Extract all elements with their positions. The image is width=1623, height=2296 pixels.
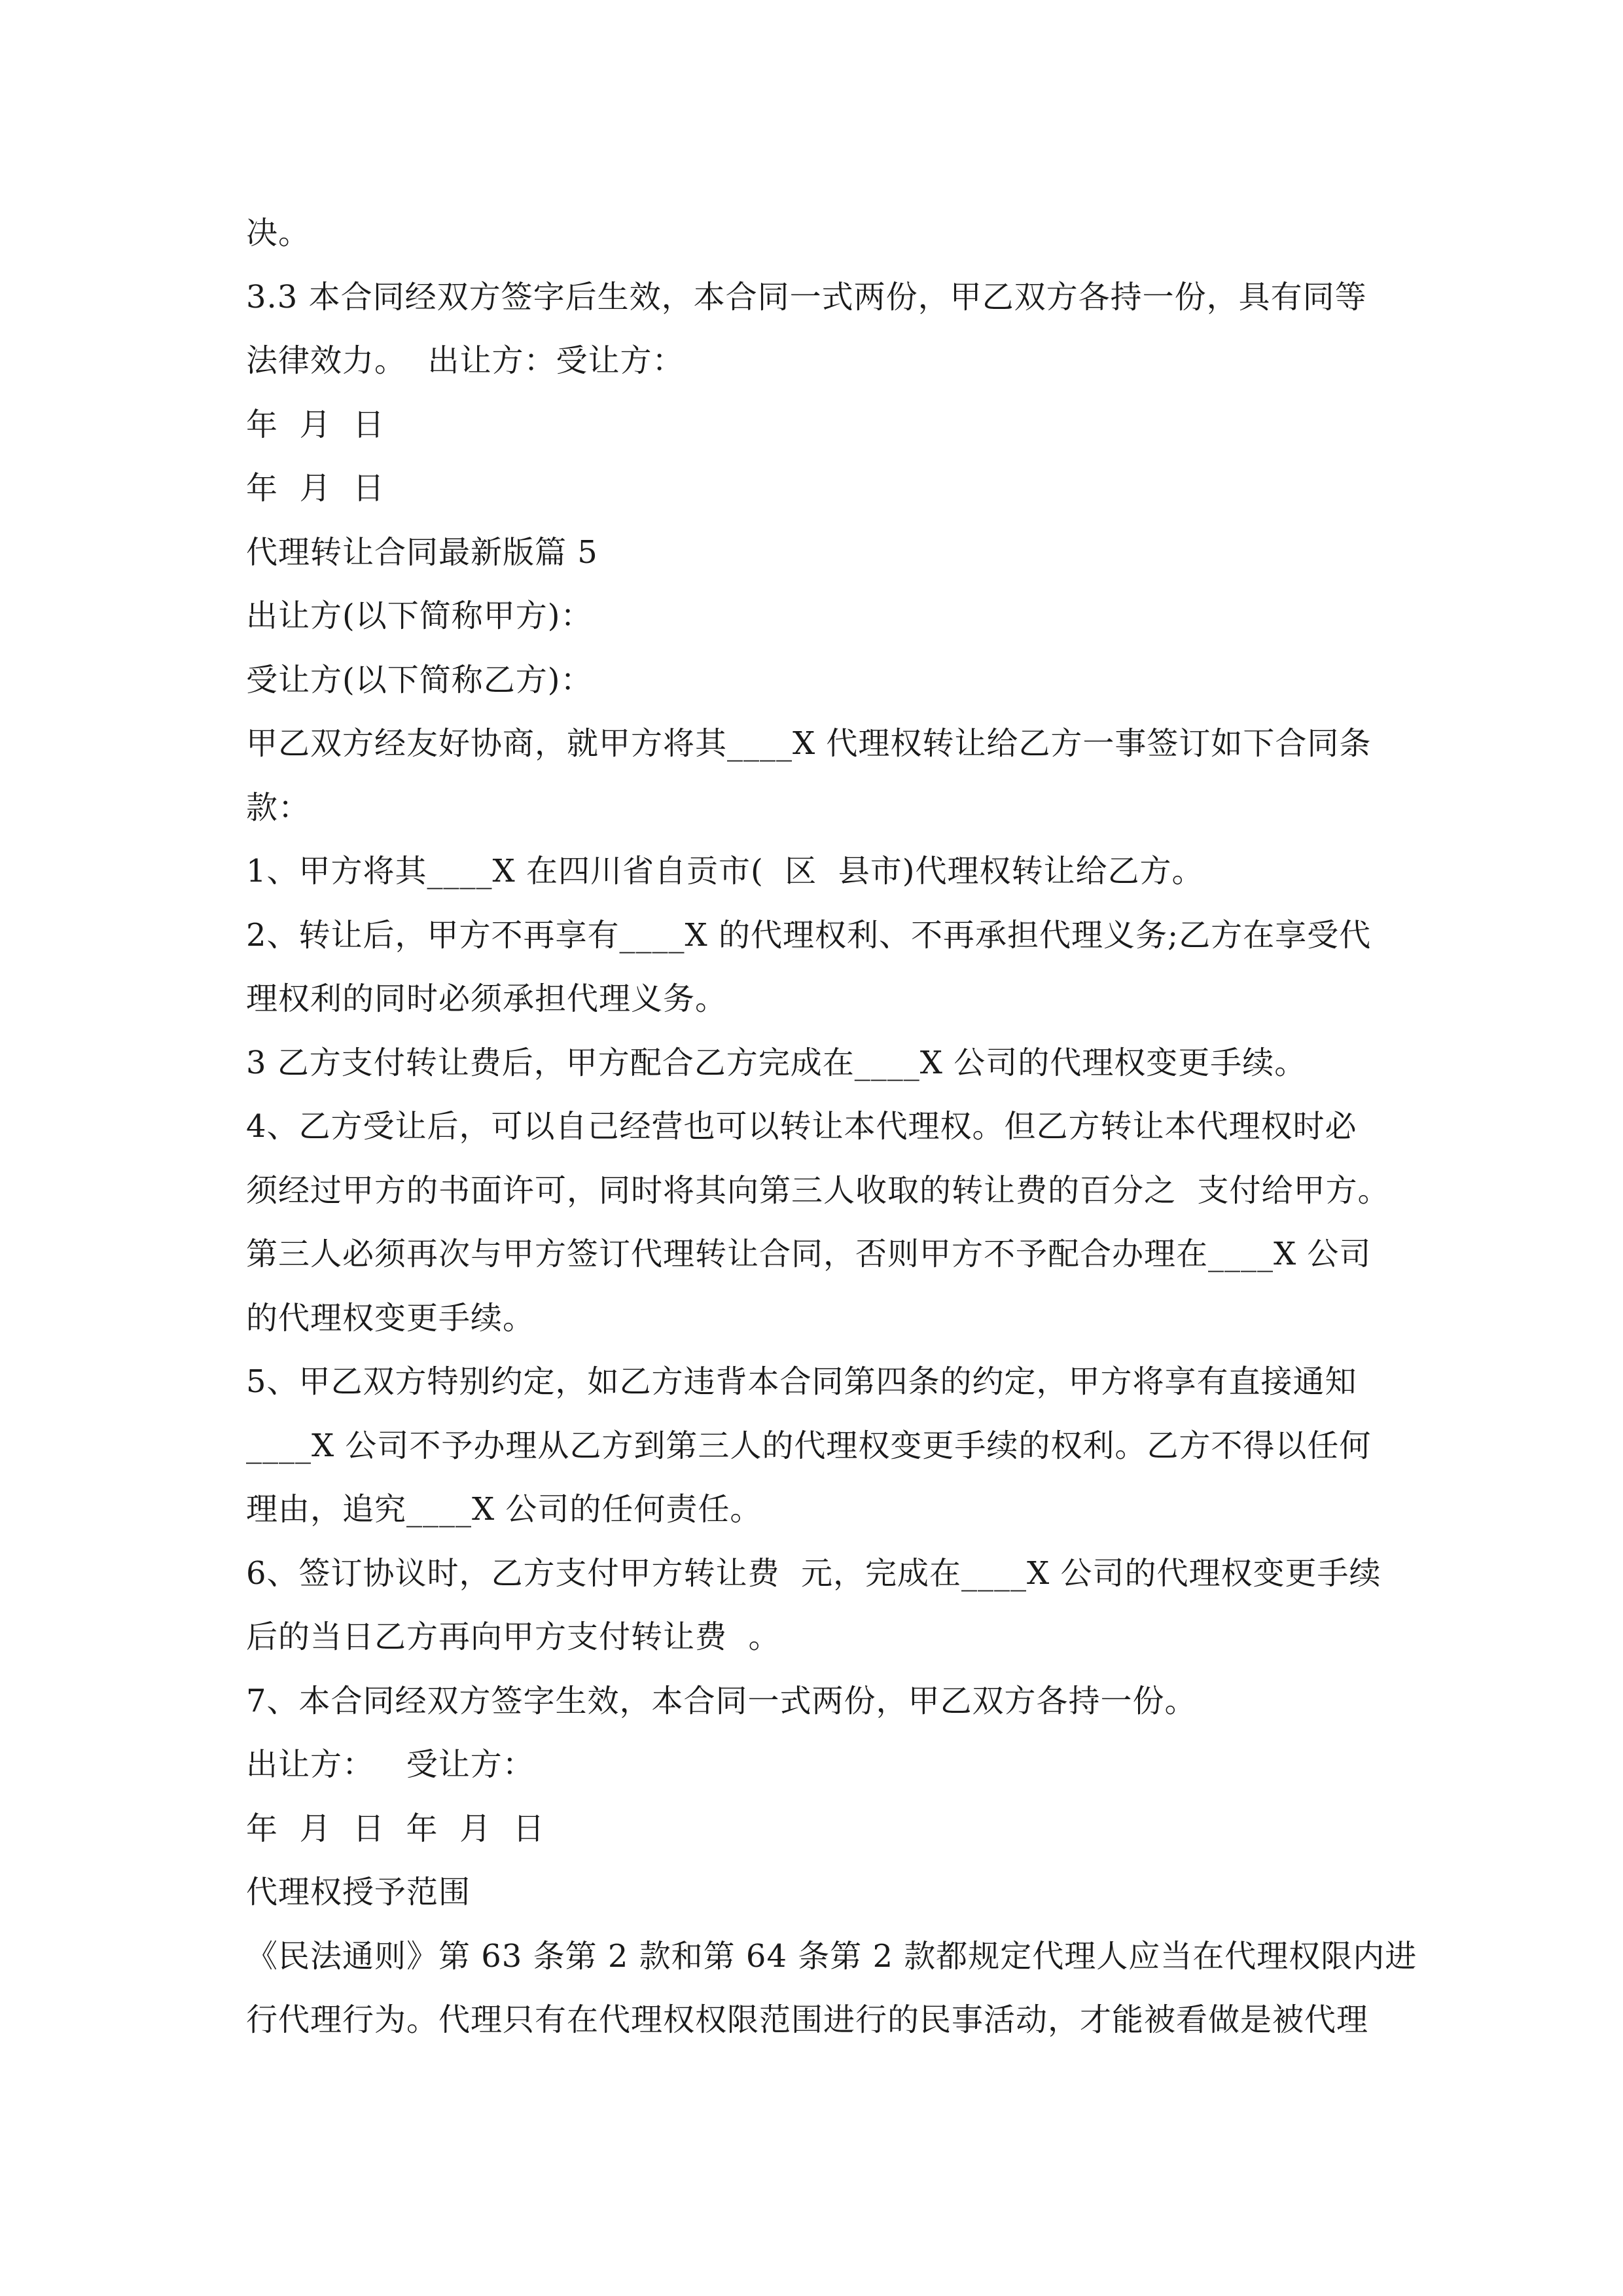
clause-line: 1、甲方将其____X 在四川省自贡市( 区 县市)代理权转让给乙方。 [246, 853, 1204, 889]
document-body [246, 202, 1418, 2053]
clause-line: 7、本合同经双方签字生效，本合同一式两份，甲乙双方各持一份。 [246, 1682, 1197, 1719]
text-line: 第三人必须再次与甲方签订代理转让合同，否则甲方不予配合办理在____X 公司 [246, 1236, 1372, 1272]
text-line: 须经过甲方的书面许可，同时将其向第三人收取的转让费的百分之 支付给甲方。 [246, 1172, 1390, 1209]
text-line: 甲乙双方经友好协商，就甲方将其____X 代理权转让给乙方一事签订如下合同条 [246, 725, 1372, 762]
text-line: 理权利的同时必须承担代理义务。 [246, 980, 728, 1017]
text-line: 《民法通则》第 63 条第 2 款和第 64 条第 2 款都规定代理人应当在代理权限内进 [246, 1937, 1418, 1975]
section-heading: 代理转让合同最新版篇 5 [246, 533, 598, 571]
text-line: 后的当日乙方再向甲方支付转让费 。 [246, 1619, 781, 1655]
text-line: 法律效力。 出让方：受让方： [246, 342, 685, 379]
text-line: 款： [246, 789, 311, 826]
signature-line: 出让方： 受让方： [246, 1746, 535, 1783]
text-line: 的代理权变更手续。 [246, 1299, 535, 1336]
clause-line: 4、乙方受让后，可以自己经营也可以转让本代理权。但乙方转让本代理权时必 [246, 1108, 1357, 1145]
text-line: 行代理行为。代理只有在代理权权限范围进行的民事活动，才能被看做是被代理 [246, 2001, 1369, 2038]
clause-line: 5、甲乙双方特别约定，如乙方违背本合同第四条的约定，甲方将享有直接通知 [246, 1363, 1357, 1400]
text-line: ____X 公司不予办理从乙方到第三人的代理权变更手续的权利。乙方不得以任何 [246, 1427, 1372, 1464]
text-line: 3.3 本合同经双方签字后生效，本合同一式两份，甲乙双方各持一份，具有同等 [246, 278, 1367, 315]
date-line: 年 月 日 [246, 406, 385, 443]
clause-line: 6、签订协议时，乙方支付甲方转让费 元，完成在____X 公司的代理权变更手续 [246, 1554, 1382, 1592]
text-line: 理由，追究____X 公司的任何责任。 [246, 1491, 762, 1528]
text-line: 出让方(以下简称甲方)： [246, 598, 593, 634]
date-line: 年 月 日 年 月 日 [246, 1810, 545, 1847]
clause-line: 2、转让后，甲方不再享有____X 的代理权利、不再承担代理义务;乙方在享受代 [246, 916, 1372, 954]
clause-line: 3 乙方支付转让费后，甲方配合乙方完成在____X 公司的代理权变更手续。 [246, 1044, 1307, 1081]
section-heading: 代理权授予范围 [246, 1874, 471, 1910]
date-line: 年 月 日 [246, 470, 385, 507]
text-line: 受让方(以下简称乙方)： [246, 661, 593, 698]
text-line: 决。 [246, 215, 311, 251]
